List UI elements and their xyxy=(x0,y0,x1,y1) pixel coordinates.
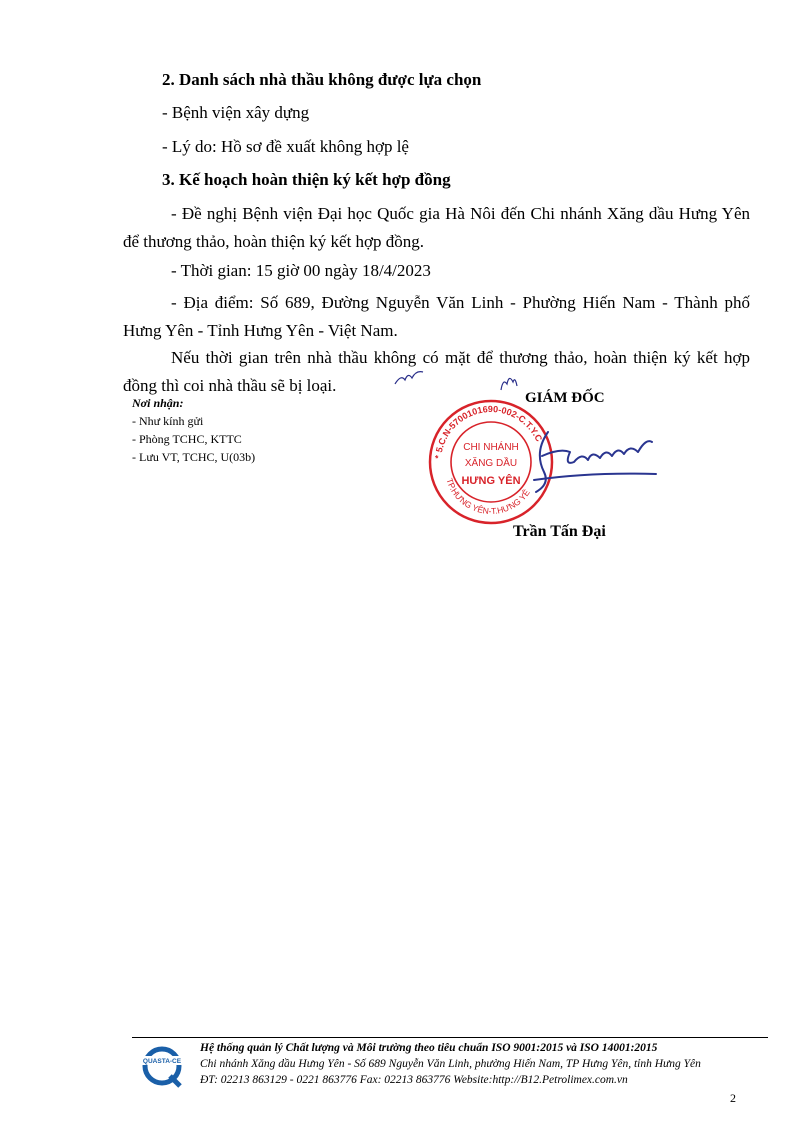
svg-text:XĂNG DẦU: XĂNG DẦU xyxy=(464,458,518,469)
svg-text:QUASTA-CE: QUASTA-CE xyxy=(142,1058,182,1065)
closing-paragraph: Nếu thời gian trên nhà thầu không có mặt để thương thảo, hoàn thiện ký kết hợp đồng thì coi nhà thầu sẽ bị loại. xyxy=(123,348,750,395)
section-3-item-time: - Thời gian: 15 giờ 00 ngày 18/4/2023 xyxy=(171,261,431,280)
section-2-item-contractor: - Bệnh viện xây dựng xyxy=(162,103,310,122)
signature-title: GIÁM ĐỐC xyxy=(525,390,605,406)
initial-mark-1 xyxy=(393,368,425,388)
footer-iso-line: Hệ thống quản lý Chất lượng và Môi trường theo tiêu chuẩn ISO 9001:2015 và ISO 14001:2015 xyxy=(200,1042,658,1054)
footer-divider xyxy=(132,1037,768,1038)
svg-text:HƯNG YÊN: HƯNG YÊN xyxy=(461,475,521,487)
recipients-block xyxy=(132,394,255,466)
footer-contact-line: ĐT: 02213 863129 - 0221 863776 Fax: 02213 863776 Website:http://B12.Petrolimex.com.vn xyxy=(200,1074,628,1086)
recipient-item: - Phòng TCHC, KTTC xyxy=(132,432,242,446)
section-2-item-reason: - Lý do: Hồ sơ đề xuất không hợp lệ xyxy=(162,137,409,156)
recipient-item: - Như kính gửi xyxy=(132,414,204,428)
svg-text:TP.HƯNG YÊN-T.HƯNG YÊ: TP.HƯNG YÊN-T.HƯNG YÊ xyxy=(444,476,532,517)
handwritten-signature xyxy=(530,422,660,497)
page-number: 2 xyxy=(730,1091,736,1105)
recipient-item: - Lưu VT, TCHC, U(03b) xyxy=(132,450,256,464)
section-2-heading: 2. Danh sách nhà thầu không được lựa chọn xyxy=(162,70,482,89)
svg-text:* 5.C.N-5700101690-002-C.T.Y.C: * 5.C.N-5700101690-002-C.T.Y.C xyxy=(433,403,545,460)
footer-info xyxy=(200,1040,770,1088)
recipients-label: Nơi nhận: xyxy=(132,396,184,410)
section-3-heading: 3. Kế hoạch hoàn thiện ký kết hợp đồng xyxy=(162,170,451,189)
initial-mark-2 xyxy=(497,372,519,394)
section-3-item-location: - Địa điểm: Số 689, Đường Nguyễn Văn Linh - Phường Hiến Nam - Thành phố Hưng Yên - Tỉnh Hưng Yên - Việt Nam. xyxy=(123,293,750,340)
svg-text:CHI NHÁNH: CHI NHÁNH xyxy=(463,442,519,453)
quasta-logo xyxy=(140,1042,184,1088)
footer-address-line: Chi nhánh Xăng dầu Hưng Yên - Số 689 Nguyễn Văn Linh, phường Hiến Nam, TP Hưng Yên, tỉnh Hưng Yên xyxy=(200,1058,701,1070)
section-3-item-request: - Đề nghị Bệnh viện Đại học Quốc gia Hà Nôi đến Chi nhánh Xăng dầu Hưng Yên để thương thảo, hoàn thiện ký kết hợp đồng. xyxy=(123,204,750,251)
signer-name: Trần Tấn Đại xyxy=(513,523,606,540)
